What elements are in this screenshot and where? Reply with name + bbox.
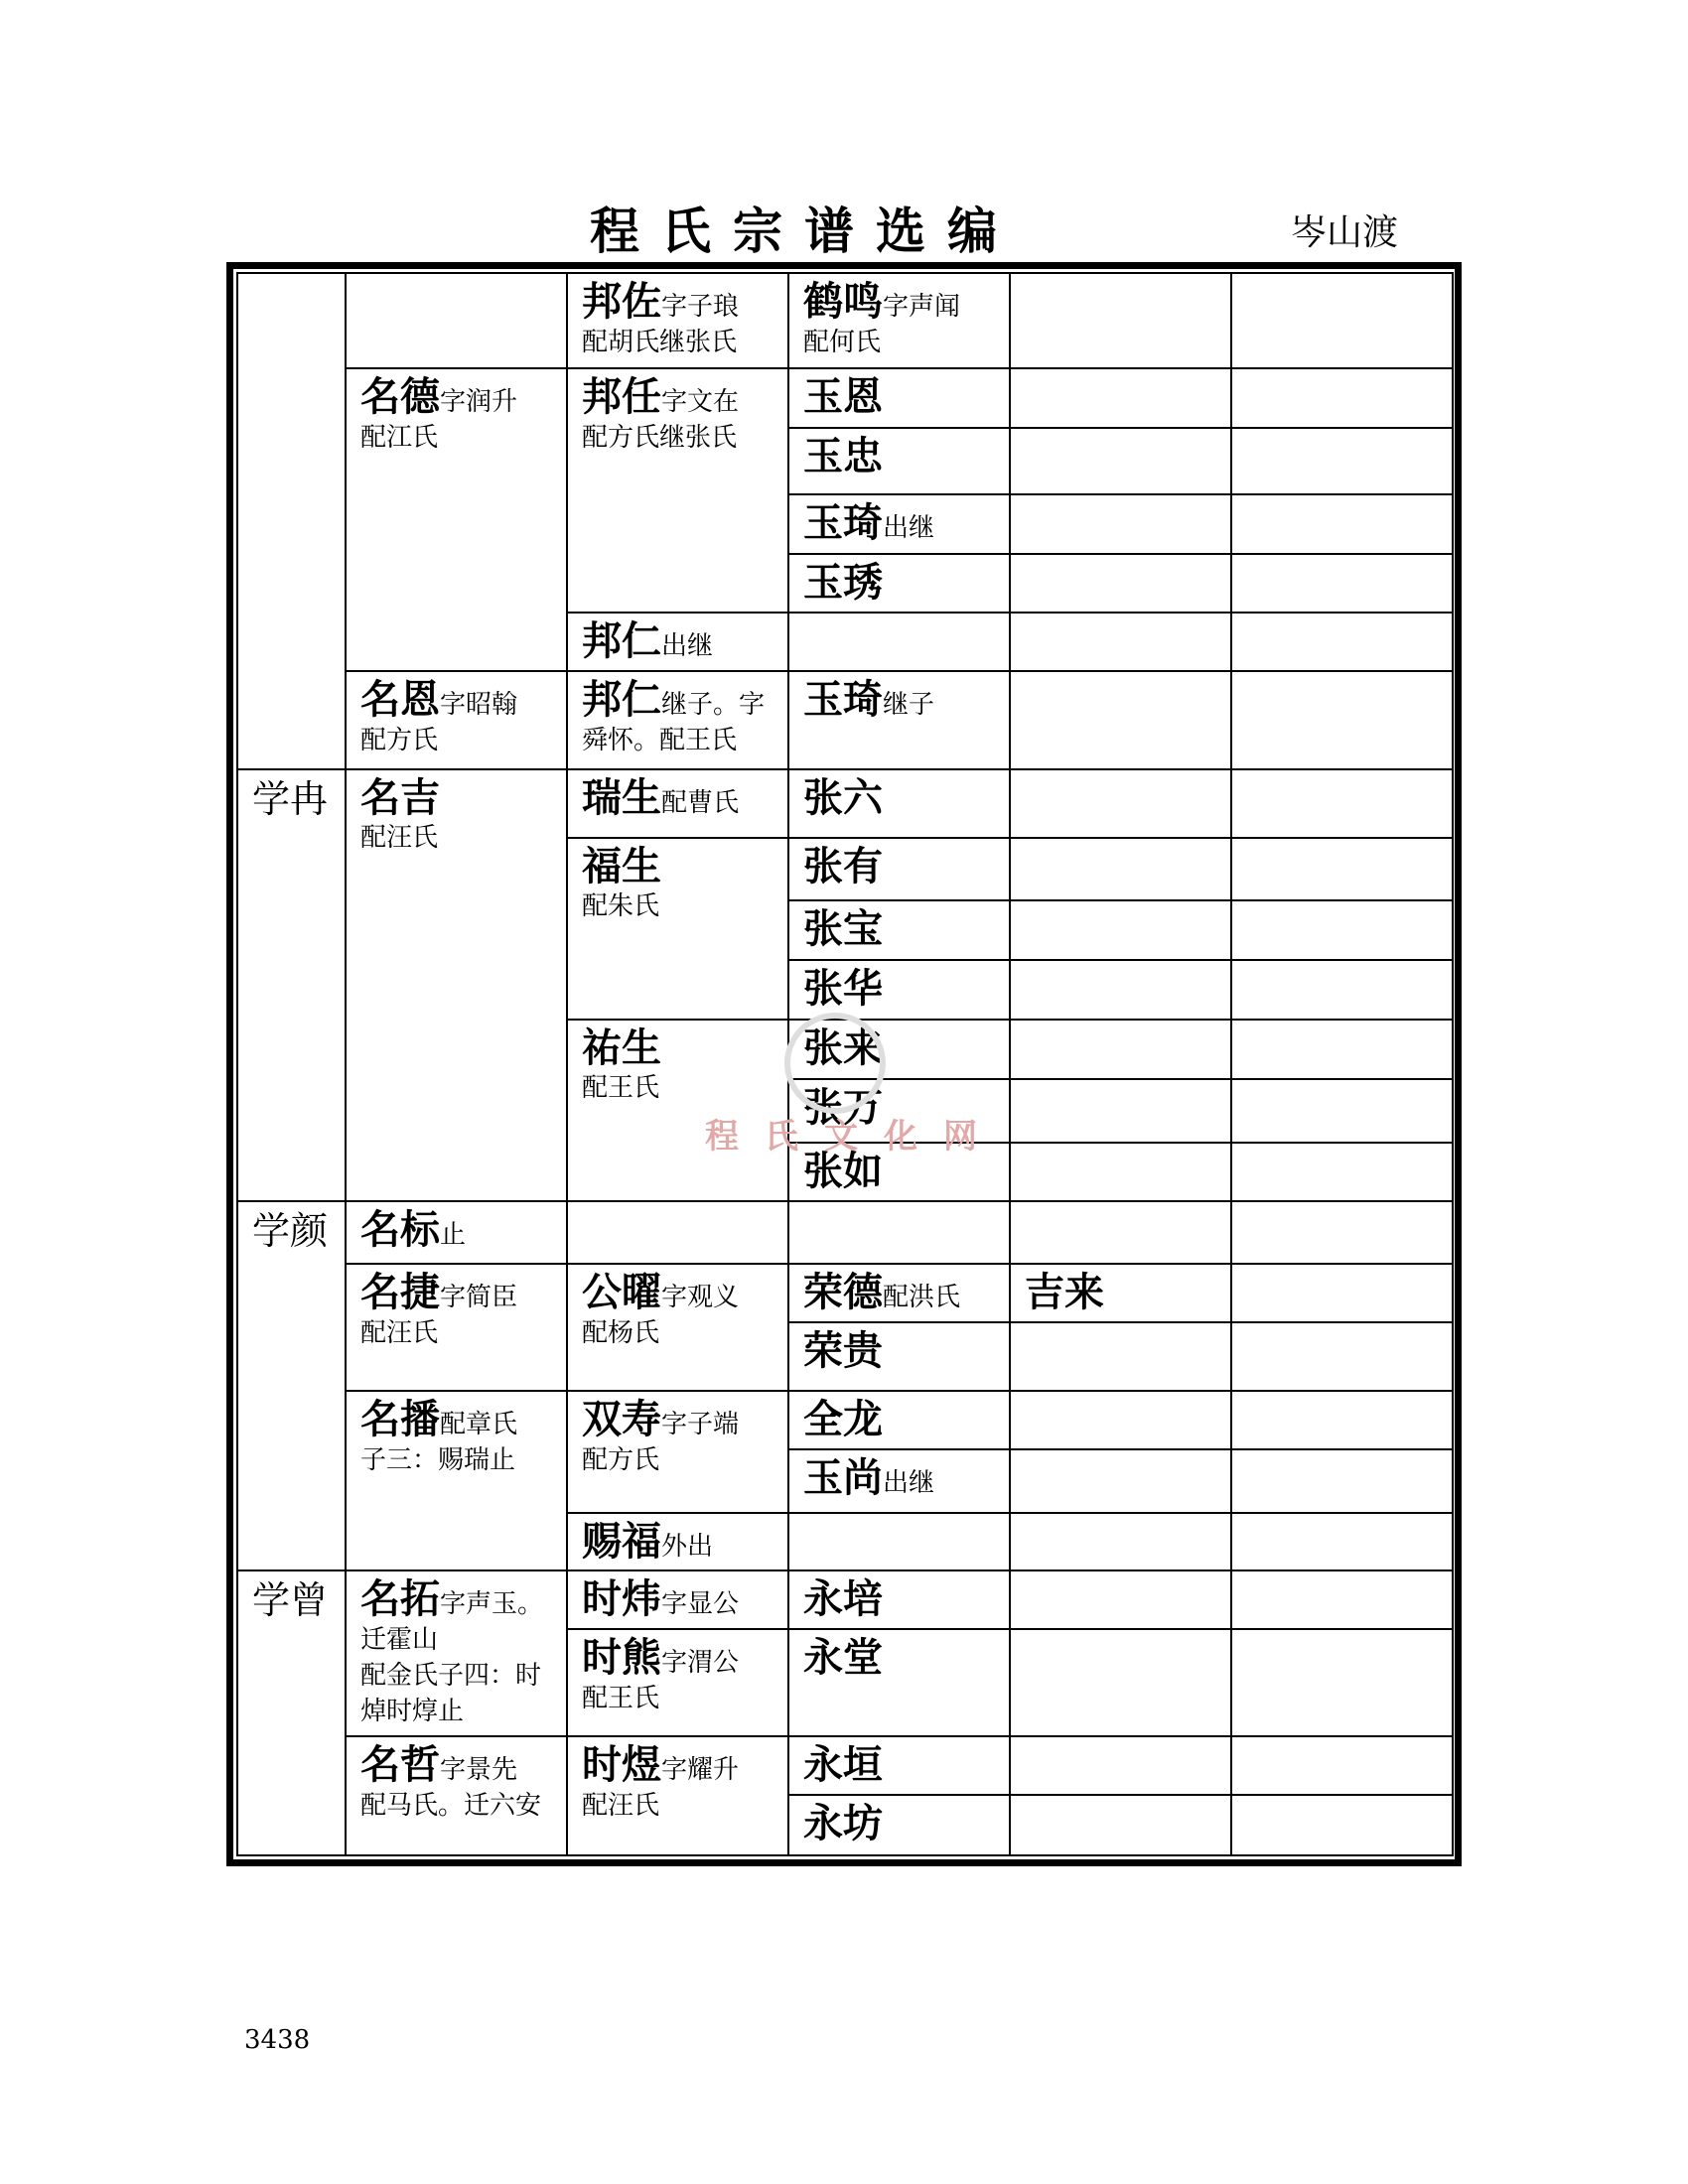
generation-cell xyxy=(1010,1570,1231,1629)
table-row xyxy=(237,1201,1453,1264)
generation-cell: 名恩字昭翰 配方氏 xyxy=(346,671,567,769)
generation-cell: 学颜 xyxy=(237,1201,346,1570)
table-row xyxy=(237,1264,1453,1321)
generation-cell xyxy=(1010,1795,1231,1855)
generation-cell xyxy=(1231,1736,1453,1795)
generation-cell: 永堂 xyxy=(788,1629,1010,1736)
table-row xyxy=(237,769,1453,837)
table-row xyxy=(237,273,1453,368)
generation-cell xyxy=(1010,838,1231,900)
generation-cell xyxy=(1231,1391,1453,1449)
generation-cell xyxy=(1010,494,1231,553)
generation-cell xyxy=(1231,1629,1453,1736)
generation-cell: 邦仁继子。字 舜怀。配王氏 xyxy=(567,671,788,769)
generation-cell xyxy=(1231,428,1453,494)
generation-cell xyxy=(1231,554,1453,613)
generation-cell xyxy=(1231,1201,1453,1264)
place-name: 岑山渡 xyxy=(1291,212,1399,253)
generation-cell: 名哲字景先 配马氏。迁六安 xyxy=(346,1736,567,1855)
generation-cell xyxy=(1010,368,1231,428)
generation-cell xyxy=(1010,1391,1231,1449)
generation-cell: 玉琦继子 xyxy=(788,671,1010,769)
generation-cell: 邦任字文在 配方氏继张氏 xyxy=(567,368,788,614)
generation-cell xyxy=(1010,554,1231,613)
table-row xyxy=(237,671,1453,769)
table-row xyxy=(237,368,1453,428)
generation-cell: 瑞生配曹氏 xyxy=(567,769,788,837)
generation-cell xyxy=(1231,494,1453,553)
generation-cell xyxy=(1231,1143,1453,1200)
generation-cell xyxy=(1010,1736,1231,1795)
generation-cell: 张如 xyxy=(788,1143,1010,1200)
generation-cell xyxy=(1010,1143,1231,1200)
generation-cell xyxy=(1231,1322,1453,1391)
page-title: 程氏宗谱选编 xyxy=(590,202,1019,260)
generation-cell: 永垣 xyxy=(788,1736,1010,1795)
watermark-text: 程氏文化网 xyxy=(705,1117,1003,1157)
generation-cell xyxy=(1010,1322,1231,1391)
generation-cell xyxy=(1231,1020,1453,1079)
generation-cell xyxy=(788,1513,1010,1570)
generation-cell xyxy=(237,273,346,769)
watermark-seal-icon xyxy=(784,1013,886,1114)
generation-cell xyxy=(1231,671,1453,769)
generation-cell xyxy=(1231,1795,1453,1855)
generation-cell xyxy=(346,273,567,368)
generation-cell: 名德字润升 配江氏 xyxy=(346,368,567,672)
generation-cell: 学冉 xyxy=(237,769,346,1201)
generation-cell xyxy=(788,1201,1010,1264)
generation-cell xyxy=(1231,1513,1453,1570)
generation-cell: 永坊 xyxy=(788,1795,1010,1855)
generation-cell: 张宝 xyxy=(788,900,1010,960)
generation-cell xyxy=(1010,900,1231,960)
generation-cell xyxy=(1231,613,1453,671)
generation-cell xyxy=(1231,960,1453,1019)
generation-cell: 名吉 配汪氏 xyxy=(346,769,567,1201)
generation-cell: 时炜字显公 xyxy=(567,1570,788,1629)
generation-cell: 时熊字渭公 配王氏 xyxy=(567,1629,788,1736)
generation-cell: 张有 xyxy=(788,838,1010,900)
generation-cell: 公曜字观义 配杨氏 xyxy=(567,1264,788,1391)
generation-cell: 玉忠 xyxy=(788,428,1010,494)
generation-cell xyxy=(1010,1629,1231,1736)
generation-cell xyxy=(1010,769,1231,837)
generation-cell xyxy=(1010,613,1231,671)
generation-cell xyxy=(1010,1513,1231,1570)
generation-cell xyxy=(1010,960,1231,1019)
generation-cell: 张来 xyxy=(788,1020,1010,1079)
generation-cell xyxy=(1010,671,1231,769)
generation-cell: 邦佐字子琅 配胡氏继张氏 xyxy=(567,273,788,368)
generation-cell: 名播配章氏 子三：赐瑞止 xyxy=(346,1391,567,1570)
generation-cell: 张华 xyxy=(788,960,1010,1019)
generation-cell: 鹤鸣字声闻 配何氏 xyxy=(788,273,1010,368)
generation-cell xyxy=(1231,769,1453,837)
generation-cell: 玉尚出继 xyxy=(788,1449,1010,1512)
generation-cell xyxy=(1010,1201,1231,1264)
generation-cell xyxy=(1231,273,1453,368)
table-row xyxy=(237,1570,1453,1629)
generation-cell xyxy=(1231,900,1453,960)
generation-cell: 邦仁出继 xyxy=(567,613,788,671)
generation-cell xyxy=(1010,428,1231,494)
generation-cell xyxy=(1010,1079,1231,1143)
generation-cell xyxy=(1231,838,1453,900)
generation-cell xyxy=(1231,1079,1453,1143)
page-number: 3438 xyxy=(244,2025,311,2055)
generation-cell: 张六 xyxy=(788,769,1010,837)
generation-cell: 荣德配洪氏 xyxy=(788,1264,1010,1321)
generation-cell: 玉琦出继 xyxy=(788,494,1010,553)
generation-cell: 玉恩 xyxy=(788,368,1010,428)
generation-cell xyxy=(567,1201,788,1264)
generation-cell: 全龙 xyxy=(788,1391,1010,1449)
table-row xyxy=(237,1391,1453,1449)
generation-cell: 玉琇 xyxy=(788,554,1010,613)
table-row xyxy=(237,1736,1453,1795)
generation-cell: 赐福外出 xyxy=(567,1513,788,1570)
generation-cell: 永培 xyxy=(788,1570,1010,1629)
generation-cell: 吉来 xyxy=(1010,1264,1231,1321)
generation-cell xyxy=(1010,273,1231,368)
generation-cell xyxy=(1010,1020,1231,1079)
generation-cell xyxy=(1231,368,1453,428)
generation-cell xyxy=(1231,1570,1453,1629)
generation-cell: 双寿字子端 配方氏 xyxy=(567,1391,788,1513)
generation-cell: 名拓字声玉。 迁霍山 配金氏子四：时 焯时焞止 xyxy=(346,1570,567,1736)
generation-cell xyxy=(1231,1264,1453,1321)
generation-cell: 时煜字耀升 配汪氏 xyxy=(567,1736,788,1855)
generation-cell: 学曾 xyxy=(237,1570,346,1855)
generation-cell: 张万 xyxy=(788,1079,1010,1143)
generation-cell: 名捷字简臣 配汪氏 xyxy=(346,1264,567,1391)
generation-cell xyxy=(788,613,1010,671)
generation-cell: 名标止 xyxy=(346,1201,567,1264)
generation-cell: 福生 配朱氏 xyxy=(567,838,788,1020)
generation-cell: 祐生 配王氏 xyxy=(567,1020,788,1201)
generation-cell: 荣贵 xyxy=(788,1322,1010,1391)
generation-cell xyxy=(1010,1449,1231,1512)
generation-cell xyxy=(1231,1449,1453,1512)
